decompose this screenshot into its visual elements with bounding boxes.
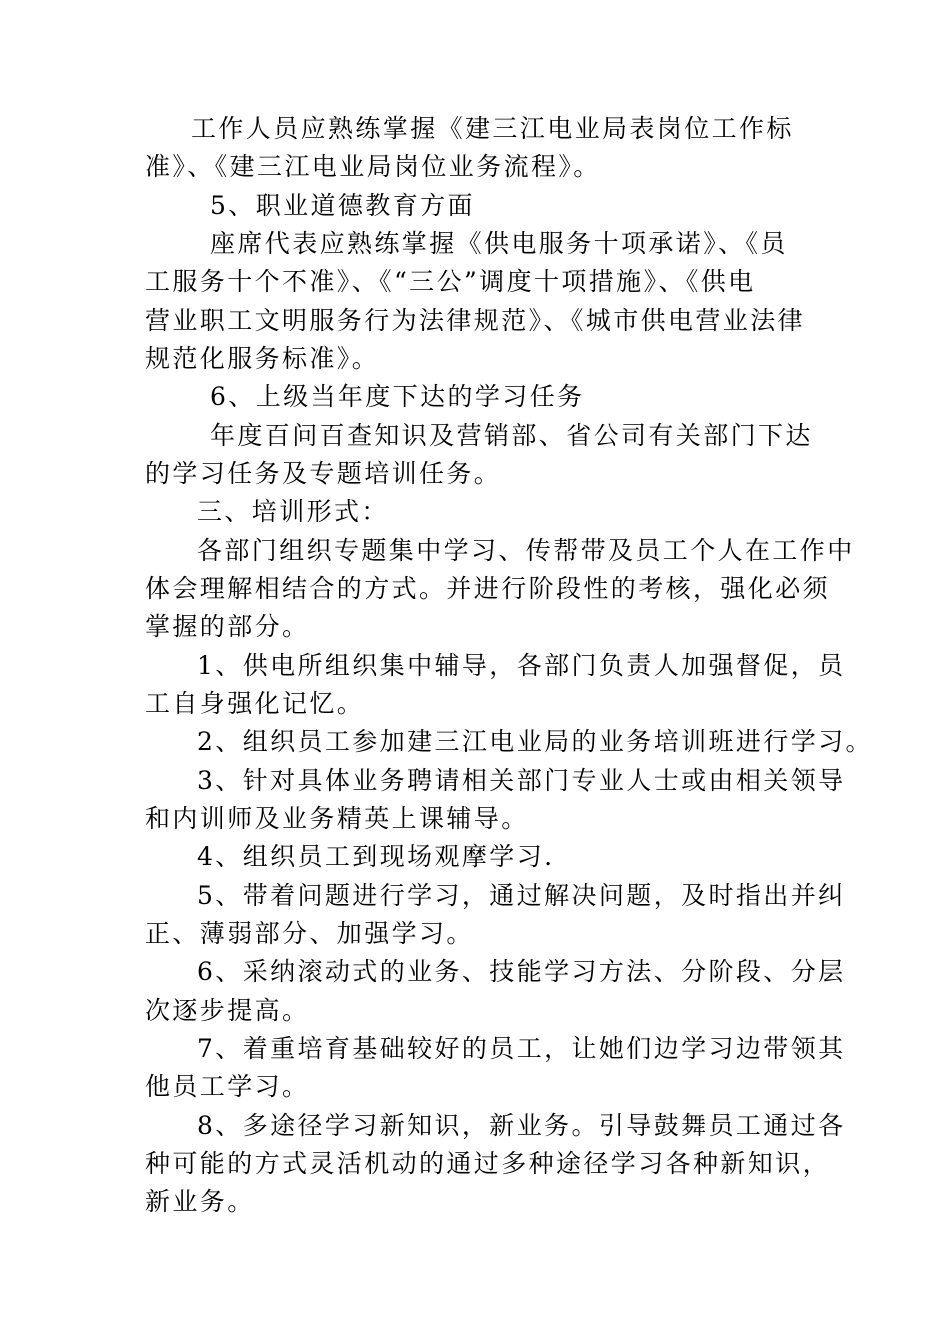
text-line: 规范化服务标准》。 <box>145 344 380 373</box>
text-line: 各部门组织专题集中学习、传帮带及员工个人在工作中 <box>197 536 855 565</box>
text-line: 工服务十个不准》、《“三公”调度十项措施》、《供电 <box>145 267 756 296</box>
text-line: 8、多途径学习新知识，新业务。引导鼓舞员工通过各 <box>197 1111 846 1140</box>
text-line: 的学习任务及专题培训任务。 <box>145 459 502 488</box>
text-line: 和内训师及业务精英上课辅导。 <box>145 804 529 833</box>
section-heading: 6、上级当年度下达的学习任务 <box>210 382 585 411</box>
text-line: 年度百问百查知识及营销部、省公司有关部门下达 <box>210 421 813 450</box>
section-heading: 5、职业道德教育方面 <box>210 191 475 220</box>
text-line: 掌握的部分。 <box>145 612 310 641</box>
text-line: 他员工学习。 <box>145 1072 310 1101</box>
text-line: 3、针对具体业务聘请相关部门专业人士或由相关领导 <box>197 766 846 795</box>
section-heading: 三、培训形式： <box>197 497 389 526</box>
text-line: 种可能的方式灵活机动的通过多种途径学习各种新知识， <box>145 1149 831 1178</box>
text-line: 新业务。 <box>145 1187 255 1216</box>
text-line: 7、着重培育基础较好的员工，让她们边学习边带领其 <box>197 1034 846 1063</box>
text-line: 体会理解相结合的方式。并进行阶段性的考核，强化必须 <box>145 574 831 603</box>
text-line: 次逐步提高。 <box>145 996 310 1025</box>
text-line: 工自身强化记忆。 <box>145 689 365 718</box>
text-line: 2、组织员工参加建三江电业局的业务培训班进行学习。 <box>197 727 873 756</box>
text-line: 座席代表应熟练掌握《供电服务十项承诺》、《员 <box>210 229 788 258</box>
text-line: 1、供电所组织集中辅导，各部门负责人加强督促，员 <box>197 651 846 680</box>
text-line: 准》、《建三江电业局岗位业务流程》。 <box>145 152 601 181</box>
text-line: 营业职工文明服务行为法律规范》、《城市供电营业法律 <box>145 306 806 335</box>
text-line: 5、带着问题进行学习，通过解决问题，及时指出并纠 <box>197 881 846 910</box>
text-line: 4、组织员工到现场观摩学习. <box>197 842 555 871</box>
text-line: 6、采纳滚动式的业务、技能学习方法、分阶段、分层 <box>197 957 846 986</box>
text-line: 正、薄弱部分、加强学习。 <box>145 919 474 948</box>
text-line: 工作人员应熟练掌握《建三江电业局表岗位工作标 <box>191 114 794 143</box>
